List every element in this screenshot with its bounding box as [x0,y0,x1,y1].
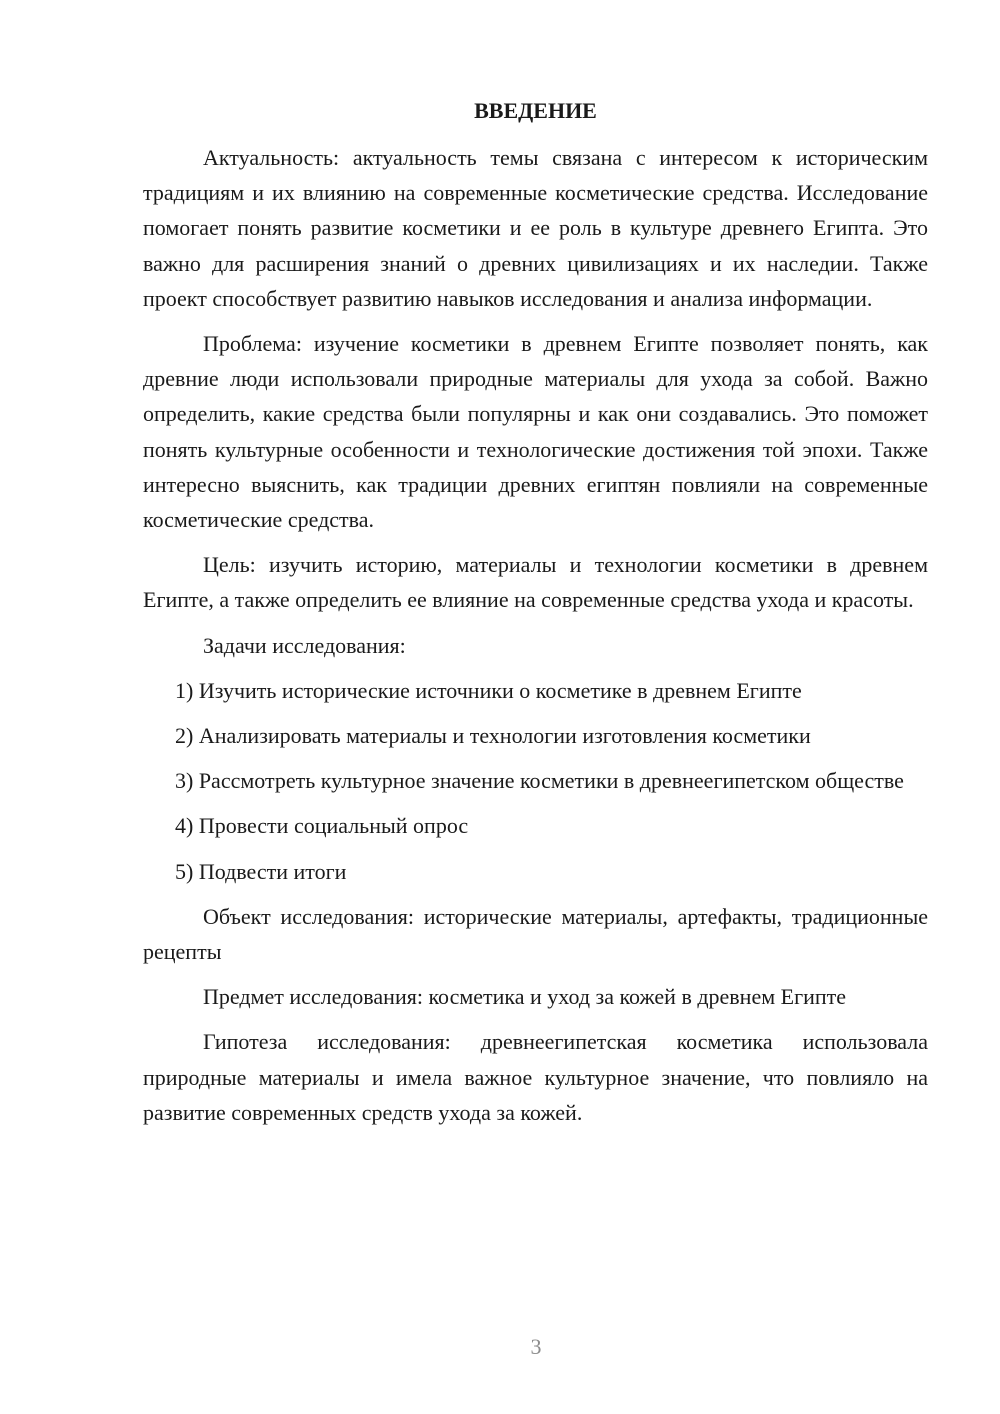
paragraph-goal: Цель: изучить историю, материалы и технологии косметики в древнем Египте, а также определить ее влияние на современные средства ухода и красоты. [143,552,928,613]
page-content [143,96,928,1140]
task-item-3: 3) Рассмотреть культурное значение косметики в древнеегипетском обществе [175,768,904,794]
tasks-heading: Задачи исследования: [203,632,406,658]
paragraph-subject: Предмет исследования: косметика и уход за кожей в древнем Египте [203,984,847,1010]
paragraph-problem: Проблема: изучение косметики в древнем Египте позволяет понять, как древние люди использовали природные материалы для ухода за собой. Важно определить, какие средства были популярны и как они создавались. Это поможет понять культурные особенности и технологические достижения той эпохи. Также интересно выяснить, как традиции древних египтян повлияли на современные косметические средства. [143,331,928,533]
page-number: 3 [530,1334,542,1359]
task-item-2: 2) Анализировать материалы и технологии изготовления косметики [175,723,811,749]
paragraph-hypothesis: Гипотеза исследования: древнеегипетская косметика использовала природные материалы и имела важное культурное значение, что повлияло на развитие современных средств ухода за кожей. [143,1029,928,1125]
paragraph-object: Объект исследования: исторические материалы, артефакты, традиционные рецепты [143,903,928,965]
task-item-1: 1) Изучить исторические источники о косметике в древнем Египте [175,677,802,703]
section-title: ВВЕДЕНИЕ [474,98,597,123]
paragraph-relevance: Актуальность: актуальность темы связана с интересом к историческим традициям и их влиянию на современные косметические средства. Исследование помогает понять развитие косметики и ее роль в культуре древнего Египта. Это важно для расширения знаний о древних цивилизациях и их наследии. Также проект способствует развитию навыков исследования и анализа информации. [143,145,928,311]
task-item-4: 4) Провести социальный опрос [175,813,469,839]
task-item-5: 5) Подвести итоги [175,858,347,884]
